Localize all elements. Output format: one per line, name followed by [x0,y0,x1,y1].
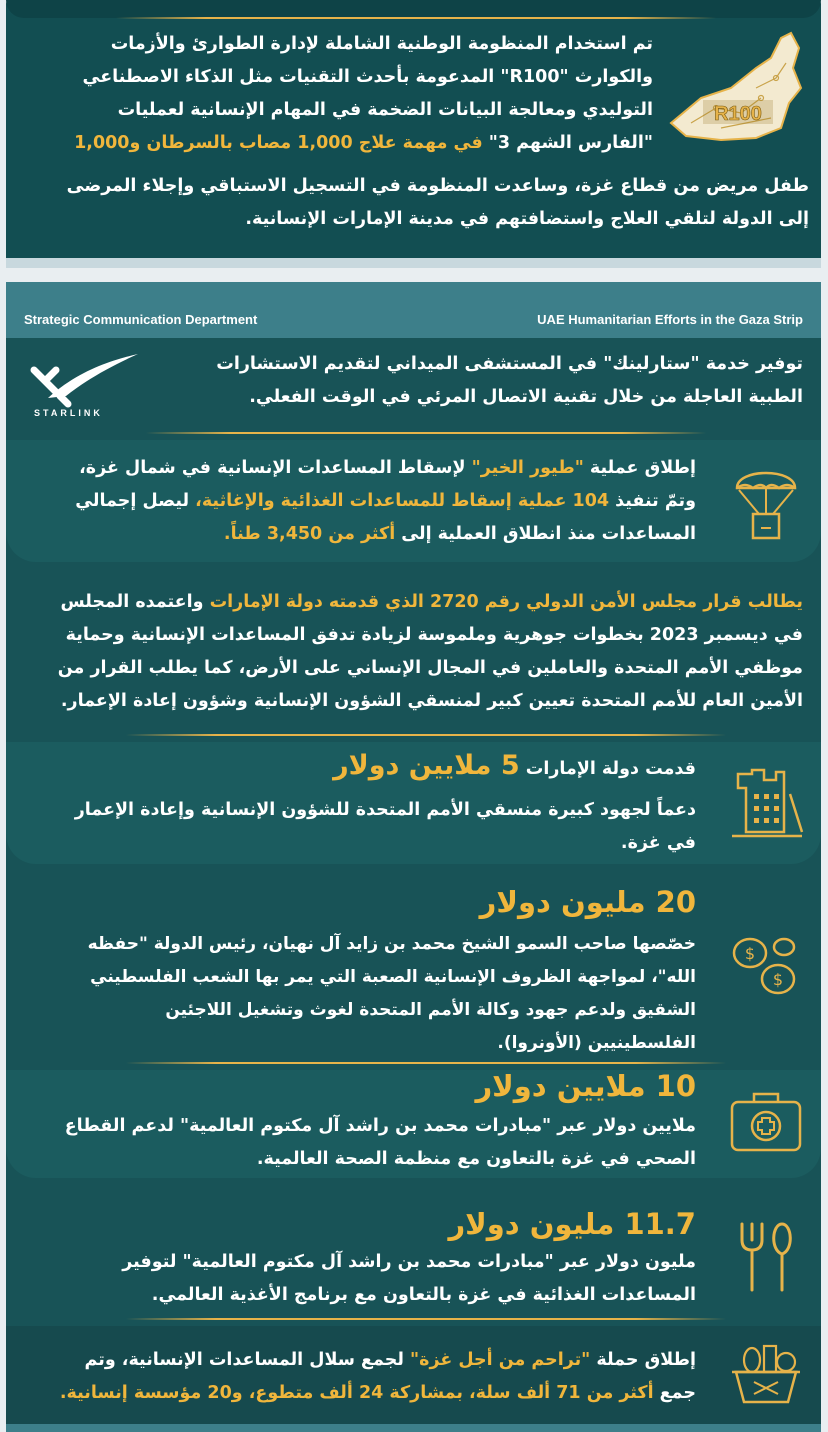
svg-text:$: $ [772,970,784,989]
divider [126,1318,726,1320]
main-card [6,282,821,1432]
starlink-text [163,348,803,414]
department-label: Strategic Communication Department [24,312,258,327]
divider [126,1062,726,1064]
text-line: طفل مريض من قطاع غزة، وساعدت المنظومة في التسجيل الاستباقي وإجلاء المرضى [66,176,809,196]
text-line: جمع أكثر من 71 ألف سلة، بمشاركة 24 ألف متطوع، و20 مؤسسة إنسانية. [59,1383,696,1403]
starlink-logo [26,350,146,422]
coins-icon [726,927,806,1003]
text-line: تم استخدام المنظومة الوطنية الشاملة لإدارة الطوارئ والأزمات [110,34,653,54]
campaign-text [6,1344,696,1410]
twenty-million-title: 20 مليون دولار [479,885,696,919]
divider [116,17,716,19]
svg-text:STARLINK: STARLINK [34,408,103,418]
text-line: التوليدي ومعالجة البيانات الضخمة في المهام الإنسانية لعمليات [117,100,653,120]
text-line: قدمت دولة الإمارات 5 ملايين دولار [333,750,696,781]
text-line: إطلاق عملية "طيور الخير" لإسقاط المساعدات الإنسانية في شمال غزة، [79,458,696,478]
text-line: والكوارث "R100" المدعومة بأحدث التقنيات مثل الذكاء الاصطناعي [82,67,653,87]
text-line: توفير خدمة "ستارلينك" في المستشفى الميداني لتقديم الاستشارات [216,354,803,374]
five-million-text [26,748,696,787]
text-line: المساعدات الغذائية في غزة بالتعاون مع برنامج الأغذية العالمي. [151,1285,696,1305]
ten-million-title: 10 ملايين دولار [475,1069,696,1103]
first-aid-kit-icon [728,1088,804,1154]
ten-million-text [6,1110,696,1176]
food-utensils-icon [736,1220,800,1296]
text-line: وتمّ تنفيذ 104 عملية إسقاط للمساعدات الغذائية والإغاثية، ليصل إجمالي [75,491,696,511]
r100-map-logo [661,28,811,153]
divider [126,734,726,736]
text-line: إطلاق حملة "تراحم من أجل غزة" لجمع سلال المساعدات الإنسانية، وتم [84,1350,696,1370]
food-basket-icon [728,1338,804,1408]
text-line: موظفي الأمم المتحدة والعاملين في المجال الإنساني على الأرض، كما يطلب القرار من [57,658,803,678]
r100-paragraph [13,28,653,160]
text-line: "الفارس الشهم 3" في مهمة علاج 1,000 مصاب بالسرطان و1,000 [74,133,653,153]
svg-text:$: $ [744,944,756,963]
eleven-million-title: 11.7 مليون دولار [448,1207,696,1241]
text-line: الله"، لمواجهة الظروف الإنسانية الصعبة التي يمر بها الشعب الفلسطيني [90,967,696,987]
text-line: الطبية العاجلة من خلال تقنية الاتصال المرئي في الوقت الفعلي. [249,387,803,407]
eleven-million-text [6,1246,696,1312]
text-line: إلى الدولة لتلقي العلاج واستضافتهم في مدينة الإمارات الإنسانية. [245,209,809,229]
r100-paragraph-2 [9,170,809,236]
text-line: الفلسطينيين (الأونروا). [497,1033,696,1053]
resolution-text [13,586,803,718]
text-line: دعماً لجهود كبيرة منسقي الأمم المتحدة للشؤون الإنسانية وإعادة الإعمار [74,800,696,820]
text-line: الصحي في غزة بالتعاون مع منظمة الصحة العالمية. [256,1149,696,1169]
parachute-box-icon [731,458,801,542]
five-million-desc [16,794,696,860]
text-line: يطالب قرار مجلس الأمن الدولي رقم 2720 الذي قدمته دولة الإمارات واعتمده المجلس [60,592,803,612]
text-line: الأمين العام للأمم المتحدة تعيين كبير لمنسقي الشؤون الإنسانية وشؤون إعادة الإعمار. [60,691,803,711]
twenty-million-text [6,928,696,1060]
divider [146,432,706,434]
airdrop-text [26,452,696,551]
report-title: UAE Humanitarian Efforts in the Gaza Strip [537,312,803,327]
svg-text:R100: R100 [714,103,762,125]
text-line: في ديسمبر 2023 بخطوات جوهرية وملموسة لزيادة تدفق المساعدات الإنسانية وحماية [65,625,803,645]
text-line: في غزة. [620,833,696,853]
text-line: ملايين دولار عبر "مبادرات محمد بن راشد آل مكتوم العالمية" لدعم القطاع [64,1116,696,1136]
top-card [6,0,821,268]
building-reconstruction-icon [728,764,806,842]
text-line: مليون دولار عبر "مبادرات محمد بن راشد آل مكتوم العالمية" لتوفير [122,1252,696,1272]
text-line: المساعدات منذ انطلاق العملية إلى أكثر من 3,450 طناً. [223,524,696,544]
text-line: خصّصها صاحب السمو الشيخ محمد بن زايد آل نهيان، رئيس الدولة "حفظه [87,934,696,954]
header-bar [6,282,821,338]
text-line: الشقيق ولدعم جهود وكالة الأمم المتحدة لغوث وتشغيل اللاجئين [165,1000,696,1020]
